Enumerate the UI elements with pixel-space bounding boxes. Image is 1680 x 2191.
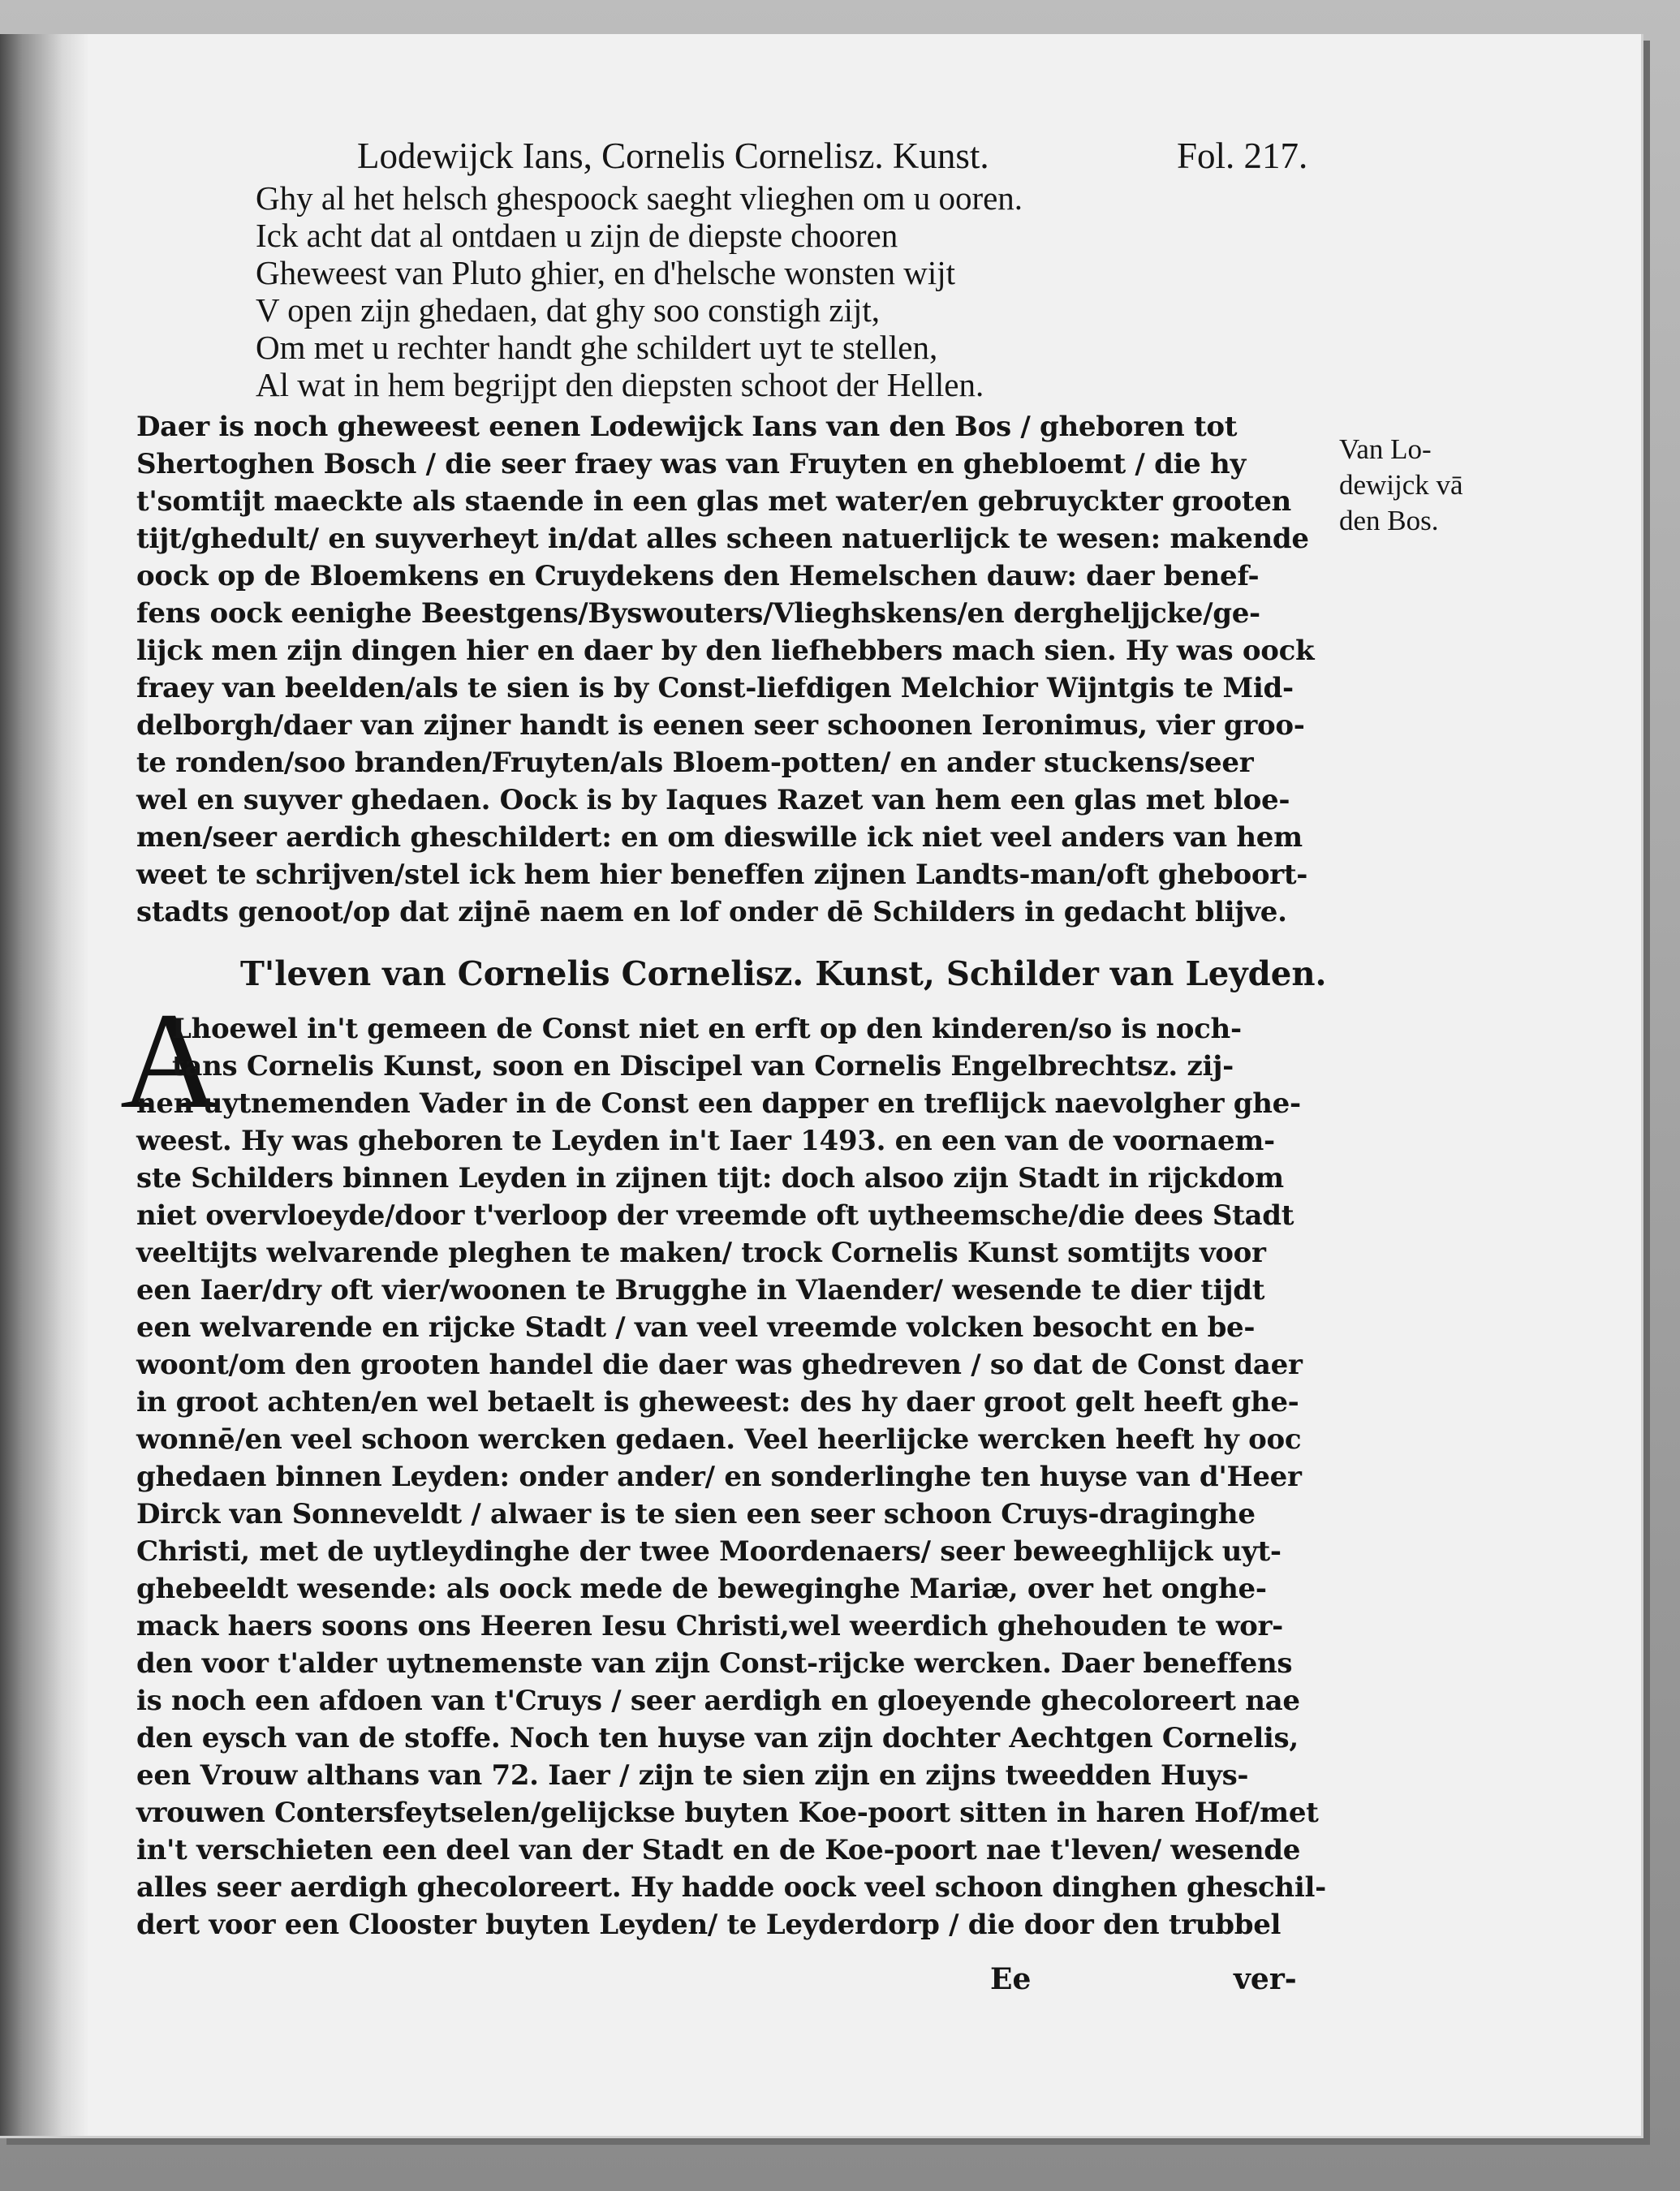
- text-line: alles seer aerdigh ghecoloreert. Hy hadde oock veel schoon dinghen gheschil-: [136, 1871, 1326, 1904]
- side-note-line: den Bos.: [1339, 505, 1439, 536]
- text-line: t'somtijt maeckte als staende in een glas met water/en gebruyckter grooten: [136, 485, 1291, 518]
- text-line: Christi, met de uytleydinghe der twee Moordenaers/ seer beweeghlijck uyt-: [136, 1535, 1282, 1568]
- text-line: Shertoghen Bosch / die seer fraey was van Fruyten en ghebloemt / die hy: [136, 448, 1246, 480]
- text-line: ste Schilders binnen Leyden in zijnen tijt: doch alsoo zijn Stadt in rijckdom: [136, 1162, 1284, 1195]
- text-line: fens oock eenighe Beestgens/Byswouters/Vlieghskens/en dergheljjcke/ge-: [136, 597, 1260, 630]
- text-line: veeltijts welvarende pleghen te maken/ trock Cornelis Kunst somtijts voor: [136, 1237, 1266, 1269]
- text-line: weest. Hy was gheboren te Leyden in't Iaer 1493. en een van de voornaem-: [136, 1125, 1275, 1157]
- text-line: tans Cornelis Kunst, soon en Discipel van Cornelis Engelbrechtsz. zij-: [172, 1050, 1234, 1083]
- text-line: men/seer aerdich gheschildert: en om dieswille ick niet veel anders van hem: [136, 821, 1303, 854]
- text-line: den eysch van de stoffe. Noch ten huyse van zijn dochter Aechtgen Cornelis,: [136, 1722, 1299, 1754]
- binding-gutter: [0, 34, 89, 2136]
- text-line: Lhoewel in't gemeen de Const niet en erft op den kinderen/so is noch-: [172, 1013, 1242, 1045]
- folio-number: Fol. 217.: [1177, 136, 1308, 176]
- text-line: Dirck van Sonneveldt / alwaer is te sien een seer schoon Cruys-draginghe: [136, 1498, 1256, 1530]
- text-line: een welvarende en rijcke Stadt / van veel vreemde volcken besocht en be-: [136, 1311, 1256, 1344]
- text-line: een Iaer/dry oft vier/woonen te Brugghe in Vlaender/ wesende te dier tijdt: [136, 1274, 1265, 1306]
- text-line: fraey van beelden/als te sien is by Const-liefdigen Melchior Wijntgis te Mid-: [136, 672, 1294, 704]
- signature-mark: Ee: [990, 1962, 1032, 1996]
- side-note: [1339, 432, 1463, 539]
- verse-line: Al wat in hem begrijpt den diepsten schoot der Hellen.: [256, 366, 984, 403]
- text-line: woont/om den grooten handel die daer was ghedreven / so dat de Const daer: [136, 1349, 1303, 1381]
- verse-line: Gheweest van Pluto ghier, en d'helsche wonsten wijt: [256, 254, 956, 291]
- text-line: Daer is noch gheweest eenen Lodewijck Ians van den Bos / gheboren tot: [136, 411, 1238, 443]
- text-line: weet te schrijven/stel ick hem hier beneffen zijnen Landts-man/oft gheboort-: [136, 859, 1308, 891]
- text-line: te ronden/soo branden/Fruyten/als Bloem-potten/ en ander stuckens/seer: [136, 747, 1254, 779]
- text-line: delborgh/daer van zijner handt is eenen seer schoonen Ieronimus, vier groo-: [136, 709, 1305, 742]
- verse-line: V open zijn ghedaen, dat ghy soo constigh zijt,: [256, 291, 880, 329]
- text-line: ghebeeldt wesende: als oock mede de beweginghe Mariæ, over het onghe-: [136, 1573, 1267, 1605]
- side-note-line: dewijck vā: [1339, 469, 1463, 501]
- text-line: dert voor een Clooster buyten Leyden/ te Leyderdorp / die door den trubbel: [136, 1909, 1282, 1941]
- text-line: lijck men zijn dingen hier en daer by den liefhebbers mach sien. Hy was oock: [136, 635, 1315, 667]
- text-line: nen uytnemenden Vader in de Const een dapper en treflijck naevolgher ghe-: [136, 1087, 1301, 1120]
- side-note-line: Van Lo-: [1339, 433, 1432, 465]
- text-line: vrouwen Contersfeytselen/gelijckse buyten Koe-poort sitten in haren Hof/met: [136, 1797, 1319, 1829]
- text-line: mack haers soons ons Heeren Iesu Christi,wel weerdich ghehouden te wor-: [136, 1610, 1283, 1642]
- text-line: een Vrouw althans van 72. Iaer / zijn te sien zijn en zijns tweedden Huys-: [136, 1759, 1249, 1792]
- verse-line: Om met u rechter handt ghe schildert uyt te stellen,: [256, 329, 938, 366]
- text-line: stadts genoot/op dat zijnē naem en lof onder dē Schilders in gedacht blijve.: [136, 896, 1287, 928]
- text-line: oock op de Bloemkens en Cruydekens den Hemelschen dauw: daer benef-: [136, 560, 1260, 592]
- text-line: ghedaen binnen Leyden: onder ander/ en sonderlinghe ten huyse van d'Heer: [136, 1461, 1302, 1493]
- text-line: wel en suyver ghedaen. Oock is by Iaques Razet van hem een glas met bloe-: [136, 784, 1290, 816]
- text-line: den voor t'alder uytnemenste van zijn Const-rijcke wercken. Daer beneffens: [136, 1647, 1293, 1680]
- running-title: Lodewijck Ians, Cornelis Cornelisz. Kunst.: [357, 136, 989, 176]
- text-line: wonnē/en veel schoon wercken gedaen. Veel heerlijcke wercken heeft hy ooc: [136, 1423, 1302, 1456]
- verse-line: Ick acht dat al ontdaen u zijn de diepste chooren: [256, 217, 898, 254]
- text-line: niet overvloeyde/door t'verloop der vreemde oft uytheemsche/die dees Stadt: [136, 1199, 1294, 1232]
- text-line: in groot achten/en wel betaelt is gheweest: des hy daer groot gelt heeft ghe-: [136, 1386, 1299, 1418]
- text-line: in't verschieten een deel van der Stadt en de Koe-poort nae t'leven/ wesende: [136, 1834, 1301, 1866]
- catchword: ver-: [1234, 1962, 1297, 1996]
- verse-line: Ghy al het helsch ghespoock saeght vlieghen om u ooren.: [256, 179, 1023, 217]
- text-line: is noch een afdoen van t'Cruys / seer aerdigh en gloeyende ghecoloreert nae: [136, 1685, 1300, 1717]
- text-line: tijt/ghedult/ en suyverheyt in/dat alles scheen natuerlijck te wesen: makende: [136, 523, 1309, 555]
- section-title: T'leven van Cornelis Cornelisz. Kunst, Schilder van Leyden.: [240, 954, 1327, 993]
- drop-cap-initial: A: [120, 984, 220, 1137]
